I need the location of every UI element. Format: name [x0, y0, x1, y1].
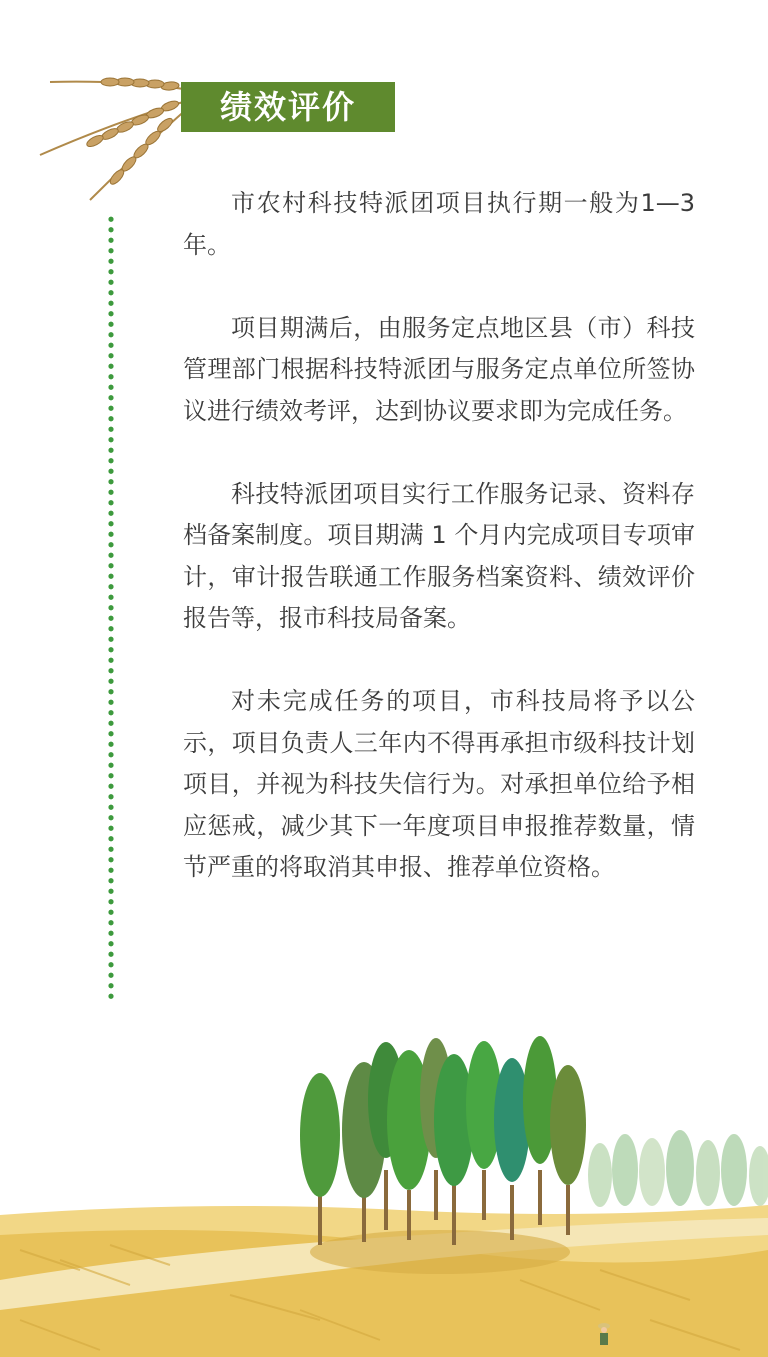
- tree-icon: [588, 1130, 768, 1207]
- section-title: 绩效评价: [181, 82, 395, 132]
- paragraph-2: 项目期满后，由服务定点地区县（市）科技管理部门根据科技特派团与服务定点单位所签协议进行绩效考评，达到协议要求即为完成任务。: [183, 313, 695, 425]
- dotted-divider: [108, 214, 114, 1004]
- paragraph-1: 市农村科技特派团项目执行期一般为1—3 年。: [183, 189, 695, 259]
- landscape-illustration: [0, 1020, 768, 1357]
- paragraph-4: 对未完成任务的项目，市科技局将予以公示，项目负责人三年内不得再承担市级科技计划项目，并视为科技失信行为。对承担单位给予相应惩戒，减少其下一年度项目申报推荐数量，情节严重的将取消其申报、推荐单位资格。: [183, 687, 695, 881]
- paragraph-3: 科技特派团项目实行工作服务记录、资料存档备案制度。项目期满 1 个月内完成项目专项审计，审计报告联通工作服务档案资料、绩效评价报告等，报市科技局备案。: [183, 479, 695, 632]
- body-text: [183, 183, 695, 930]
